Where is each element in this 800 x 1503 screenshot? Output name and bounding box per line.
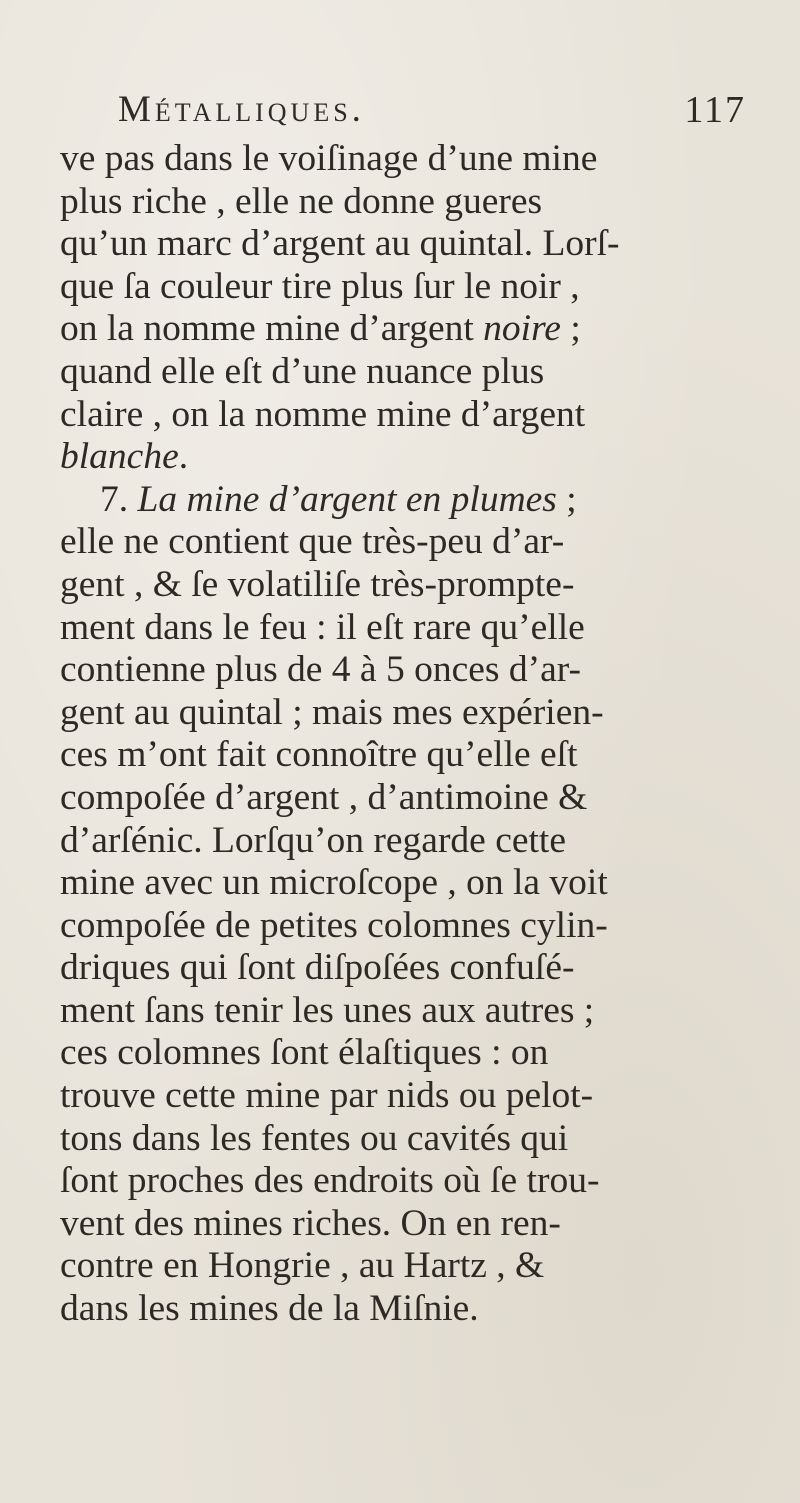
text-line: ces colomnes ſont élaſtiques : on — [60, 1032, 549, 1074]
running-head: Métalliques. — [118, 89, 365, 130]
text-line: d’arſénic. Lorſqu’on regarde cette — [60, 819, 566, 861]
line-segment: . — [178, 436, 189, 478]
line-segment: ; — [560, 308, 581, 350]
text-line: tons dans les fentes ou cavités qui — [60, 1117, 569, 1159]
text-line: trouve cette mine par nids ou pelot- — [60, 1075, 594, 1117]
text-line: ſont proches des endroits où ſe trou- — [60, 1160, 600, 1202]
page-number: 117 — [684, 89, 746, 131]
text-line: compoſée d’argent , d’antimoine & — [60, 776, 588, 818]
italic-term: noire — [483, 308, 561, 350]
text-line: que ſa couleur tire plus ſur le noir , — [60, 265, 580, 307]
text-line: ces m’ont fait connoître qu’elle eſt — [60, 734, 578, 776]
text-line: ve pas dans le voiſinage d’une mine — [60, 138, 598, 179]
italic-term: La mine d’argent en plumes — [137, 478, 557, 520]
text-line: compoſée de petites colomnes cylin- — [60, 904, 608, 946]
italic-term: blanche — [60, 436, 179, 478]
text-line: ment dans le feu : il eſt rare qu’elle — [60, 606, 585, 648]
line-segment: 7. — [100, 478, 138, 520]
text-line: qu’un marc d’argent au quintal. Lorſ- — [60, 223, 620, 265]
text-line: quand elle eſt d’une nuance plus — [60, 350, 545, 392]
text-line — [60, 308, 790, 351]
text-line: contre en Hongrie , au Hartz , & — [60, 1245, 545, 1287]
text-line — [60, 479, 790, 522]
text-line: gent , & ſe volatiliſe très-prompte- — [60, 563, 575, 605]
text-line: elle ne contient que très-peu d’ar- — [60, 521, 565, 563]
text-line: claire , on la nomme mine d’argent — [60, 393, 586, 435]
text-line: dans les mines de la Miſnie. — [60, 1288, 479, 1330]
line-segment: on la nomme mine d’argent — [60, 308, 484, 350]
text-line: driques qui ſont diſpoſées confuſé- — [60, 947, 575, 989]
text-line: mine avec un microſcope , on la voit — [60, 862, 608, 904]
text-line: ment ſans tenir les unes aux autres ; — [60, 989, 595, 1031]
text-line: plus riche , elle ne donne gueres — [60, 180, 543, 222]
text-line: contienne plus de 4 à 5 onces d’ar- — [60, 649, 581, 691]
line-segment: ; — [556, 478, 577, 520]
text-line — [60, 436, 790, 479]
text-line: vent des mines riches. On en ren- — [60, 1202, 561, 1244]
text-line: gent au quintal ; mais mes expérien- — [60, 691, 604, 733]
page-header — [118, 88, 746, 138]
body-text — [60, 138, 790, 1331]
